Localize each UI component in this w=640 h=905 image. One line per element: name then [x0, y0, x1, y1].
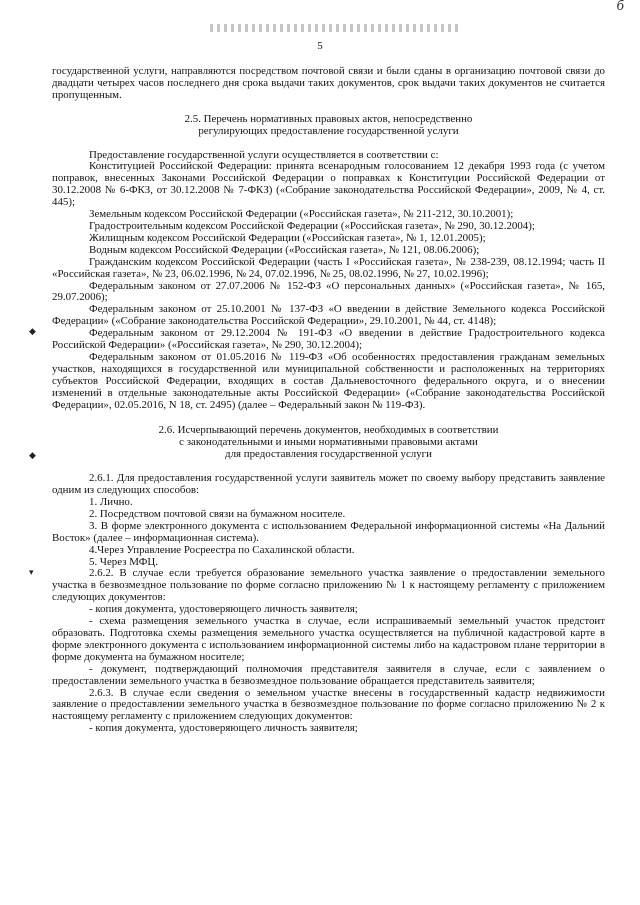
heading-line: регулирующих предоставление государственной услуги: [198, 124, 459, 137]
document-body: [52, 66, 605, 735]
paragraph: Земельным кодексом Российской Федерации («Российская газета», № 211-212, 30.10.2001);: [89, 208, 514, 221]
section-2-6-body: [52, 473, 605, 735]
corner-handwritten-mark: б: [616, 0, 624, 14]
paragraph: 2.6.3. В случае если сведения о земельном участке внесены в государственный кадастр недвижимости заявление о предоставлении земельного участка в безвозмездное пользование по форме согласно приложению № 2 к настоящему регламенту с приложением следующих документов:: [52, 686, 605, 723]
paragraph: Федеральным законом от 25.10.2001 № 137-ФЗ «О введении в действие Земельного кодекса Российской Федерации» («Собрание законодательства Российской Федерации», 29.10.2001, № 44, ст. 4148);: [52, 303, 605, 328]
section-2-5-heading: [52, 114, 605, 138]
list-item: 2. Посредством почтовой связи на бумажном носителе.: [89, 507, 346, 520]
scan-smudge: [210, 24, 460, 32]
list-item: 1. Лично.: [89, 496, 133, 508]
paragraph: Предоставление государственной услуги осуществляется в соответствии с:: [89, 148, 439, 161]
paragraph: Федеральным законом от 01.05.2016 № 119-ФЗ «Об особенностях предоставления гражданам земельных участков, находящихся в государственной или муниципальной собственности и расположенных на территориях субъектов Российской Федерации, входящих в состав Дальневосточного федерального округа, и о внесении изменений в отдельные законодательные акты Российской Федерации» («Собрание законодательства Российской Федерации», 02.05.2016, N 18, ст. 2495) (далее – Федеральный закон № 119-ФЗ).: [52, 350, 605, 411]
section-2-6-heading: [52, 425, 605, 461]
list-item: 5. Через МФЦ.: [89, 555, 158, 568]
heading-line: 2.5. Перечень нормативных правовых актов, непосредственно: [184, 112, 473, 125]
heading-line: для предоставления государственной услуги: [225, 448, 432, 461]
list-item: 4.Через Управление Росреестра по Сахалинской области.: [89, 543, 355, 556]
bullet-mark: ◆: [29, 450, 36, 460]
paragraph: Градостроительным кодексом Российской Федерации («Российская газета», № 290, 30.12.2004);: [89, 219, 535, 232]
list-item: 3. В форме электронного документа с использованием Федеральной информационной системы «На Дальний Восток» (далее – информационная система).: [52, 519, 605, 544]
paragraph: Федеральным законом от 29.12.2004 № 191-ФЗ «О введении в действие Градостроительного кодекса Российской Федерации» («Российская газета», № 290, 30.12.2004);: [52, 327, 605, 352]
heading-line: 2.6. Исчерпывающий перечень документов, необходимых в соответствии: [158, 424, 499, 437]
section-2-5-body: [52, 150, 605, 412]
paragraph: 2.6.2. В случае если требуется образование земельного участка заявление о предоставлении земельного участка в безвозмездное пользование по форме согласно приложению № 1 к настоящему регламенту с приложением следующих документов:: [52, 567, 605, 604]
list-item: - схема размещения земельного участка в случае, если испрашиваемый земельный участок предстоит образовать. Подготовка схемы размещения земельного участка осуществляется на публичной кадастровой карте в форме электронного документа с использованием информационной системы либо на кадастровом плане территории в форме документа на бумажном носителе;: [52, 615, 605, 663]
paragraph: Конституцией Российской Федерации: принята всенародным голосованием 12 декабря 1993 года (с учетом поправок, внесенных Законами Российской Федерации о поправках к Конституции Российской Федерации от 30.12.2008 № 6-ФКЗ, от 30.12.2008 № 7-ФКЗ) («Собрание законодательства Российской Федерации», 2009, № 4, ст. 445);: [52, 160, 605, 209]
intro-paragraph: государственной услуги, направляются посредством почтовой связи и были сданы в организацию почтовой связи до двадцати четырех часов последнего дня срока выдачи таких документов, срок выдачи таких документов не считается пропущенным.: [52, 65, 605, 101]
bullet-mark: ▾: [29, 567, 34, 577]
list-item: - копия документа, удостоверяющего личность заявителя;: [89, 603, 358, 616]
paragraph: Гражданским кодексом Российской Федерации (часть I «Российская газета», № 238-239, 08.12.1994; часть II «Российская газета», № 23, 06.02.1996, № 24, 07.02.1996, № 25, 08.02.1996, № 27, 10.02.1996);: [52, 255, 605, 280]
paragraph: Федеральным законом от 27.07.2006 № 152-ФЗ «О персональных данных» («Российская газета», № 165, 29.07.2006);: [52, 279, 605, 304]
list-item: - копия документа, удостоверяющего личность заявителя;: [89, 722, 358, 735]
paragraph: Водным кодексом Российской Федерации («Российская газета», № 121, 08.06.2006);: [89, 243, 480, 256]
list-item: - документ, подтверждающий полномочия представителя заявителя в случае, если с заявлением о предоставлении земельного участка в безвозмездное пользование обращается представитель заявителя;: [52, 662, 605, 687]
heading-line: с законодательными и иными нормативными правовыми актами: [179, 436, 478, 449]
paragraph: Жилищным кодексом Российской Федерации («Российская газета», № 1, 12.01.2005);: [89, 231, 486, 244]
page-number: 5: [317, 40, 323, 52]
bullet-mark: ◆: [29, 326, 36, 336]
paragraph: 2.6.1. Для предоставления государственной услуги заявитель может по своему выбору представить заявление одним из следующих способов:: [52, 472, 605, 497]
